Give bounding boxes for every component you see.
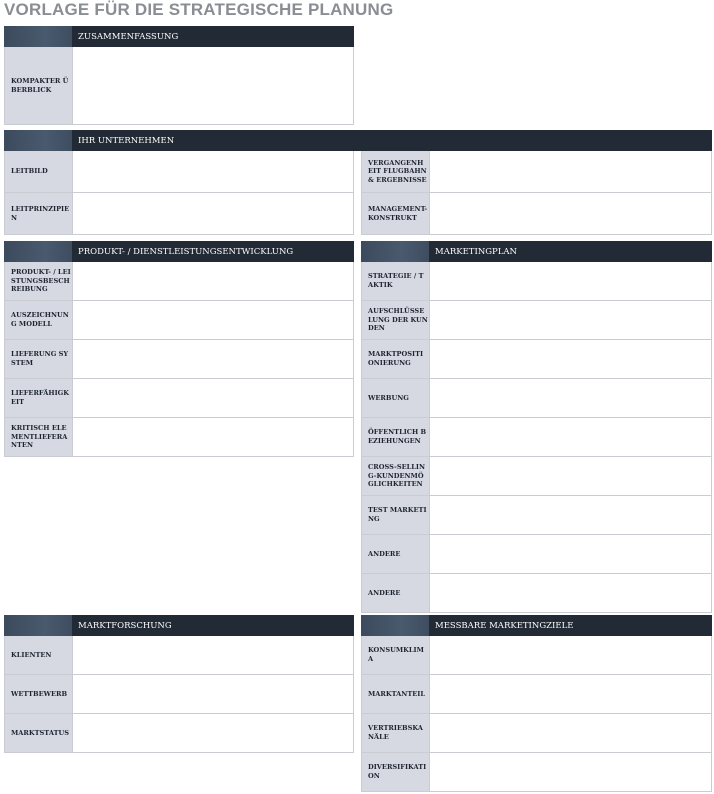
section-title: ZUSAMMENFASSUNG <box>72 26 354 47</box>
input-cell[interactable] <box>72 47 353 124</box>
input-cell[interactable] <box>429 574 711 612</box>
company-left-rows <box>4 151 354 235</box>
form-row <box>5 47 353 124</box>
input-cell[interactable] <box>429 418 711 456</box>
form-row <box>362 151 711 192</box>
row-label: MANAGEMENT-KONSTRUKT <box>368 204 428 222</box>
row-label: CROSS-SELLING-KUNDENMÖGLICHKEITEN <box>368 463 425 489</box>
input-cell[interactable] <box>72 418 353 456</box>
form-row <box>362 262 711 300</box>
input-cell[interactable] <box>72 636 353 674</box>
section-title: MESSBARE MARKETINGZIELE <box>429 615 712 636</box>
row-label: VERGANGENHEIT FLUGBAHN & ERGEBNISSE <box>368 158 427 184</box>
product-section <box>4 241 354 457</box>
form-row <box>362 573 711 612</box>
form-row <box>5 636 353 674</box>
input-cell[interactable] <box>72 379 353 417</box>
form-row <box>5 378 353 417</box>
row-label: KONSUMKLIMA <box>368 646 424 663</box>
form-row <box>5 713 353 752</box>
summary-section <box>4 26 354 125</box>
company-section <box>4 130 712 151</box>
form-row <box>362 534 711 573</box>
form-row <box>362 378 711 417</box>
row-label: MARKTSTATUS <box>11 728 70 737</box>
row-label: ANDERE <box>368 588 401 597</box>
row-label: LIEFERUNG SYSTEM <box>11 350 69 367</box>
input-cell[interactable] <box>429 496 711 534</box>
section-header <box>4 130 712 151</box>
input-cell[interactable] <box>72 193 353 234</box>
page-title: VORLAGE FÜR DIE STRATEGISCHE PLANUNG <box>4 0 394 19</box>
input-cell[interactable] <box>429 535 711 573</box>
form-row <box>5 151 353 192</box>
row-label: LEITBILD <box>11 167 48 176</box>
row-label: MARKTANTEIL <box>368 689 425 698</box>
company-right-rows <box>361 151 712 235</box>
input-cell[interactable] <box>72 151 353 192</box>
section-header <box>4 241 354 262</box>
row-label: ÖFFENTLICH BEZIEHUNGEN <box>368 428 427 445</box>
input-cell[interactable] <box>72 714 353 752</box>
marketing-plan-section <box>361 241 712 613</box>
form-row <box>362 300 711 339</box>
row-label: KLIENTEN <box>11 650 52 659</box>
marketing-goals-section <box>361 615 712 792</box>
row-label: AUFSCHLÜSSELUNG DER KUNDEN <box>368 307 428 333</box>
form-row <box>5 192 353 234</box>
form-row <box>362 495 711 534</box>
input-cell[interactable] <box>72 340 353 378</box>
input-cell[interactable] <box>429 675 711 713</box>
section-header <box>361 615 712 636</box>
section-header <box>361 241 712 262</box>
input-cell[interactable] <box>72 675 353 713</box>
form-row <box>5 262 353 300</box>
row-label: KOMPAKTER ÜBERBLICK <box>11 76 69 94</box>
section-header <box>4 615 354 636</box>
form-row <box>362 713 711 752</box>
section-title: PRODUKT- / DIENSTLEISTUNGSENTWICKLUNG <box>72 241 354 262</box>
form-row <box>5 339 353 378</box>
form-row <box>362 752 711 791</box>
row-label: WETTBEWERB <box>11 689 68 698</box>
form-row <box>362 192 711 234</box>
input-cell[interactable] <box>72 262 353 300</box>
section-title: IHR UNTERNEHMEN <box>72 130 712 151</box>
form-row <box>362 456 711 495</box>
form-row <box>362 674 711 713</box>
section-title: MARKTFORSCHUNG <box>72 615 354 636</box>
input-cell[interactable] <box>429 753 711 791</box>
market-research-section <box>4 615 354 753</box>
row-label: VERTRIEBSKANÄLE <box>368 724 423 741</box>
row-label: KRITISCH ELEMENTLIEFERANTEN <box>11 424 68 450</box>
input-cell[interactable] <box>429 262 711 300</box>
row-label: LEITPRINZIPIEN <box>11 204 70 222</box>
row-label: LIEFERFÄHIGKEIT <box>11 389 70 406</box>
form-row <box>5 300 353 339</box>
input-cell[interactable] <box>429 457 711 495</box>
row-label: WERBUNG <box>368 393 409 402</box>
input-cell[interactable] <box>429 379 711 417</box>
form-row <box>5 674 353 713</box>
row-label: STRATEGIE / TAKTIK <box>368 272 424 289</box>
section-title: MARKETINGPLAN <box>429 241 712 262</box>
form-row <box>5 417 353 456</box>
row-label: TEST MARKETING <box>368 506 427 523</box>
form-row <box>362 339 711 378</box>
input-cell[interactable] <box>429 193 711 234</box>
input-cell[interactable] <box>429 151 711 192</box>
input-cell[interactable] <box>429 636 711 674</box>
input-cell[interactable] <box>429 714 711 752</box>
row-label: DIVERSIFIKATION <box>368 763 427 780</box>
section-header <box>4 26 354 47</box>
input-cell[interactable] <box>72 301 353 339</box>
input-cell[interactable] <box>429 301 711 339</box>
input-cell[interactable] <box>429 340 711 378</box>
row-label: MARKTPOSITIONIERUNG <box>368 350 424 367</box>
row-label: PRODUKT- / LEISTUNGSBESCHREIBUNG <box>11 268 71 294</box>
form-row <box>362 636 711 674</box>
row-label: ANDERE <box>368 549 401 558</box>
form-row <box>362 417 711 456</box>
row-label: AUSZEICHNUNG MODELL <box>11 311 69 328</box>
